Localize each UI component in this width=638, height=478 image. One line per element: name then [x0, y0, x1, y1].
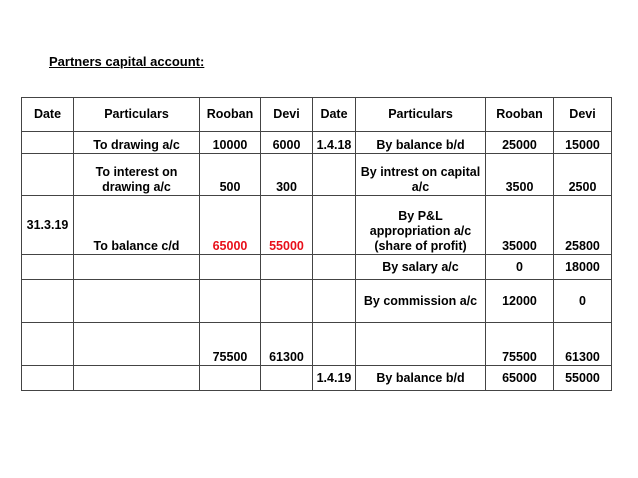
- cell-cr-particulars: By balance b/d: [356, 366, 486, 391]
- cell-cr-devi: 25800: [554, 196, 612, 255]
- cell-cr-devi: 55000: [554, 366, 612, 391]
- line: By P&L: [398, 209, 443, 223]
- capital-account-table: [21, 97, 612, 391]
- cell-dr-rooban: [200, 255, 261, 280]
- cell-dr-rooban: 10000: [200, 132, 261, 154]
- cell-dr-devi: [261, 366, 313, 391]
- cell-cr-devi: 18000: [554, 255, 612, 280]
- cell-cr-particulars: By balance b/d: [356, 132, 486, 154]
- cell-dr-devi: 300: [261, 154, 313, 196]
- header-dr-rooban: Rooban: [200, 98, 261, 132]
- cell-dr-rooban: 75500: [200, 323, 261, 366]
- cell-cr-particulars: By commission a/c: [356, 280, 486, 323]
- cell-dr-devi: 61300: [261, 323, 313, 366]
- cell-dr-devi: [261, 255, 313, 280]
- cell-cr-date: [313, 255, 356, 280]
- cell-dr-rooban: 65000: [200, 196, 261, 255]
- cell-dr-particulars: [74, 280, 200, 323]
- cell-cr-date: 1.4.19: [313, 366, 356, 391]
- cell-cr-particulars: [356, 196, 486, 255]
- header-dr-devi: Devi: [261, 98, 313, 132]
- cell-dr-date: [22, 366, 74, 391]
- cell-dr-particulars: [74, 255, 200, 280]
- cell-cr-rooban: 3500: [486, 154, 554, 196]
- line: appropriation a/c: [369, 224, 472, 238]
- cell-cr-date: [313, 280, 356, 323]
- totals-row: [22, 323, 612, 366]
- line: To interest on: [95, 165, 178, 179]
- cell-cr-rooban: 35000: [486, 196, 554, 255]
- cell-dr-devi: [261, 280, 313, 323]
- header-dr-date: Date: [22, 98, 74, 132]
- table-row: [22, 280, 612, 323]
- cell-cr-devi: 0: [554, 280, 612, 323]
- header-dr-particulars: Particulars: [74, 98, 200, 132]
- header-cr-date: Date: [313, 98, 356, 132]
- cell-dr-date: [22, 255, 74, 280]
- cell-cr-date: 1.4.18: [313, 132, 356, 154]
- page-title: Partners capital account:: [49, 54, 205, 69]
- header-cr-devi: Devi: [554, 98, 612, 132]
- cell-dr-particulars: To drawing a/c: [74, 132, 200, 154]
- cell-dr-particulars: [74, 366, 200, 391]
- cell-cr-date: [313, 154, 356, 196]
- cell-cr-particulars: [356, 323, 486, 366]
- cell-dr-particulars: To balance c/d: [74, 196, 200, 255]
- cell-cr-devi: 15000: [554, 132, 612, 154]
- cell-dr-date: [22, 280, 74, 323]
- table-row: [22, 132, 612, 154]
- cell-dr-rooban: 500: [200, 154, 261, 196]
- cell-cr-date: [313, 196, 356, 255]
- cell-cr-devi: 2500: [554, 154, 612, 196]
- cell-dr-rooban: [200, 280, 261, 323]
- cell-cr-particulars: By salary a/c: [356, 255, 486, 280]
- cell-cr-rooban: 25000: [486, 132, 554, 154]
- table-row: [22, 366, 612, 391]
- cell-dr-devi: 6000: [261, 132, 313, 154]
- table-row: [22, 196, 612, 255]
- header-cr-rooban: Rooban: [486, 98, 554, 132]
- cell-dr-date: [22, 323, 74, 366]
- cell-dr-particulars: [74, 154, 200, 196]
- cell-dr-date: [22, 154, 74, 196]
- cell-cr-devi: 61300: [554, 323, 612, 366]
- cell-dr-particulars: [74, 323, 200, 366]
- line: a/c: [411, 180, 430, 194]
- table-row: [22, 255, 612, 280]
- line: (share of profit): [374, 239, 467, 253]
- cell-cr-rooban: 65000: [486, 366, 554, 391]
- header-cr-particulars: Particulars: [356, 98, 486, 132]
- cell-cr-date: [313, 323, 356, 366]
- cell-cr-rooban: 0: [486, 255, 554, 280]
- header-row: [22, 98, 612, 132]
- cell-dr-rooban: [200, 366, 261, 391]
- cell-cr-particulars: [356, 154, 486, 196]
- cell-dr-devi: 55000: [261, 196, 313, 255]
- cell-dr-date: 31.3.19: [22, 196, 74, 255]
- line: By intrest on capital: [360, 165, 481, 179]
- cell-dr-date: [22, 132, 74, 154]
- cell-cr-rooban: 12000: [486, 280, 554, 323]
- cell-cr-rooban: 75500: [486, 323, 554, 366]
- table-row: [22, 154, 612, 196]
- line: drawing a/c: [102, 180, 171, 194]
